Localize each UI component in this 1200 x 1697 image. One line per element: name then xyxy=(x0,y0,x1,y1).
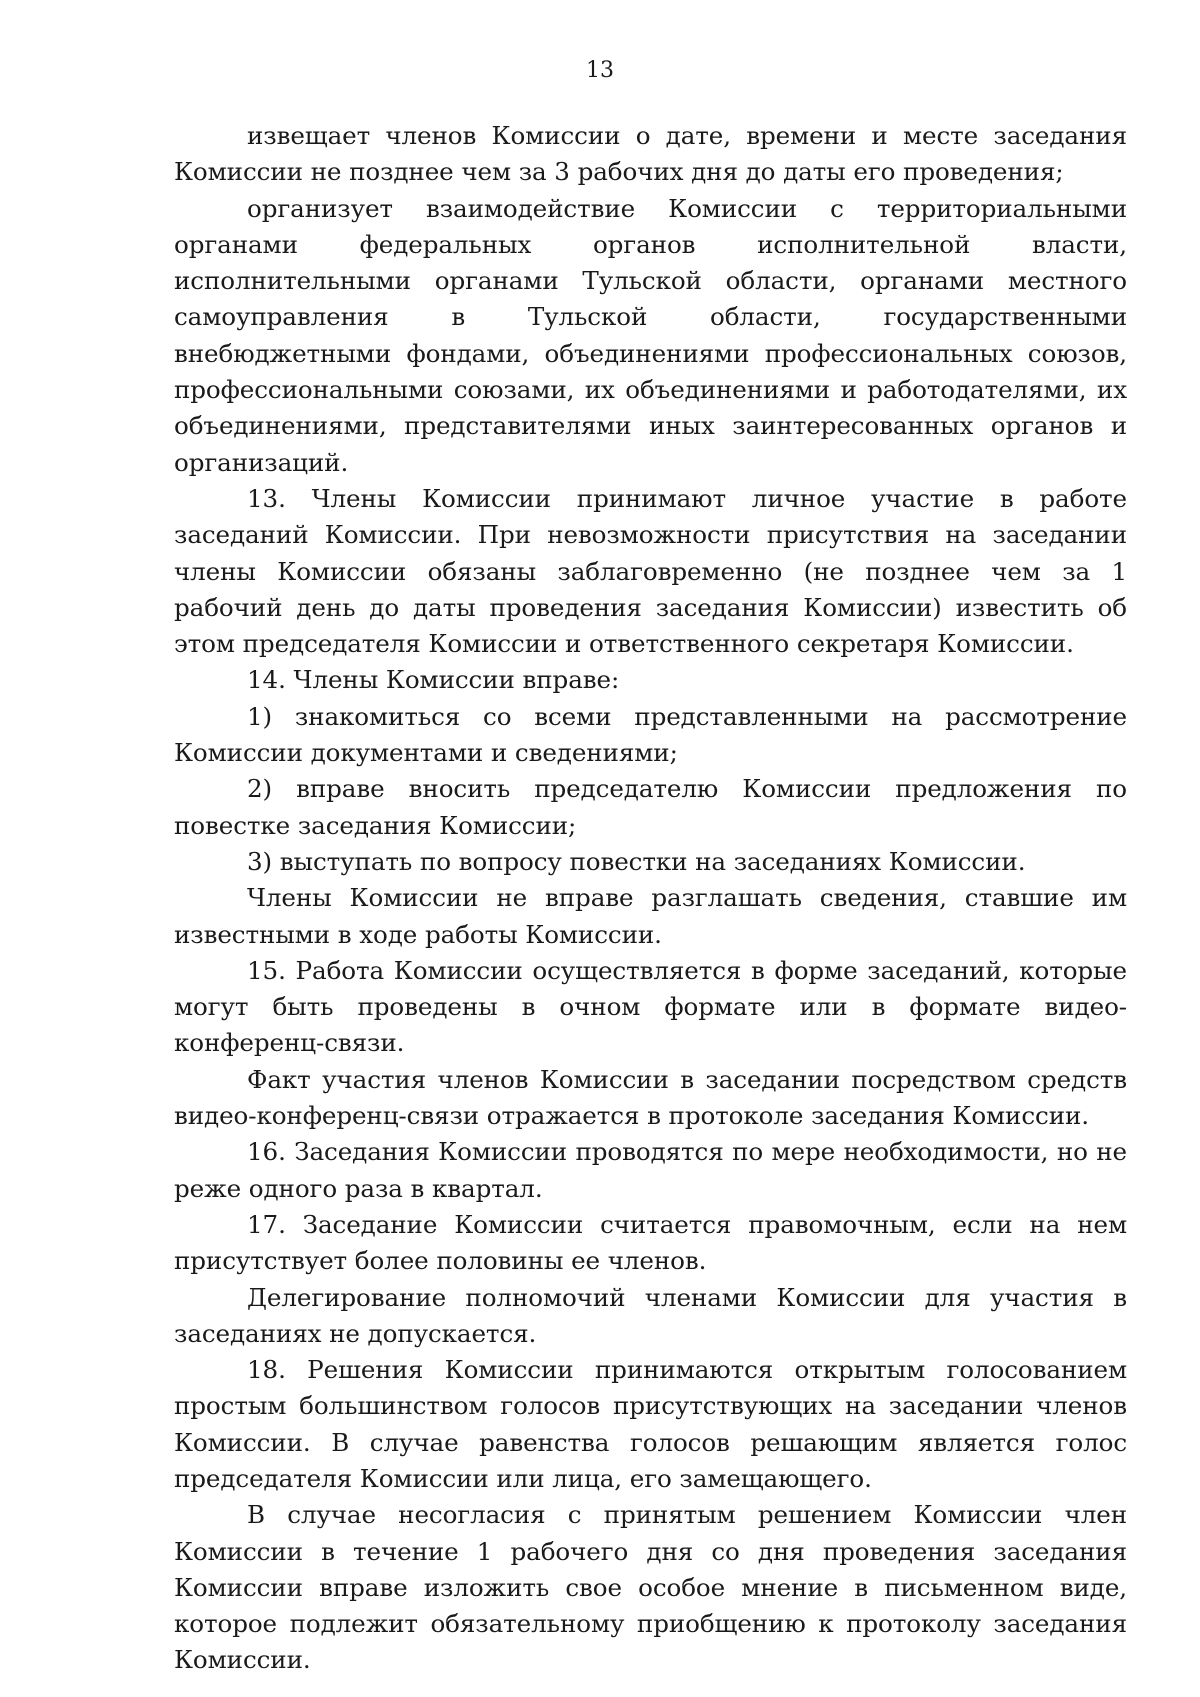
paragraph-18-decisions: 18. Решения Комиссии принимаются открытым голосованием простым большинством голосов присутствующих на заседании членов Комиссии. В случае равенства голосов решающим является голос председателя Комиссии или лица, его замещающего. xyxy=(174,1355,1127,1493)
paragraph-confidentiality: Члены Комиссии не вправе разглашать сведения, ставшие им известными в ходе работы Комиссии. xyxy=(174,883,1127,949)
paragraph-14-item-1: 1) знакомиться со всеми представленными на рассмотрение Комиссии документами и сведениями; xyxy=(174,701,1127,768)
paragraph-17-quorum: 17. Заседание Комиссии считается правомочным, если на нем присутствует более половины ее членов. xyxy=(174,1209,1127,1276)
paragraph-15-meeting-format: 15. Работа Комиссии осуществляется в форме заседаний, которые могут быть проведены в очном формате или в формате видео-конференц-связи. xyxy=(174,955,1127,1058)
page-number: 13 xyxy=(586,58,614,83)
paragraph-14-member-rights: 14. Члены Комиссии вправе: xyxy=(247,665,620,695)
paragraph-no-delegation: Делегирование полномочий членами Комиссии для участия в заседаниях не допускается. xyxy=(174,1282,1127,1348)
paragraph-dissenting-opinion: В случае несогласия с принятым решением Комиссии член Комиссии в течение 1 рабочего дня со дня проведения заседания Комиссии вправе изложить свое особое мнение в письменном виде, которое подлежит обязательному приобщению к протоколу заседания Комиссии. xyxy=(174,1500,1127,1675)
paragraph-13-personal-participation: 13. Члены Комиссии принимают личное участие в работе заседаний Комиссии. При невозможности присутствия на заседании члены Комиссии обязаны заблаговременно (не позднее чем за 1 рабочий день до даты проведения заседания Комиссии) известить об этом председателя Комиссии и ответственного секретаря Комиссии. xyxy=(174,483,1127,659)
paragraph-organize-interaction: организует взаимодействие Комиссии с территориальными органами федеральных органов исполнительной власти, исполнительными органами Тульской области, органами местного самоуправления в Тульской области, государственными внебюджетными фондами, объединениями профессиональных союзов, профессиональными союзами, их объединениями и работодателями, их объединениями, представителями иных заинтересованных органов и организаций. xyxy=(174,193,1127,477)
document-body xyxy=(174,118,1127,1679)
paragraph-16-meeting-frequency: 16. Заседания Комиссии проводятся по мере необходимости, но не реже одного раза в квартал. xyxy=(174,1137,1127,1203)
paragraph-notify-members: извещает членов Комиссии о дате, времени и месте заседания Комиссии не позднее чем за 3 рабочих дня до даты его проведения; xyxy=(174,121,1127,187)
paragraph-14-item-2: 2) вправе вносить председателю Комиссии предложения по повестке заседания Комиссии; xyxy=(174,774,1127,840)
paragraph-14-item-3: 3) выступать по вопросу повестки на заседаниях Комиссии. xyxy=(247,846,1026,876)
paragraph-video-participation: Факт участия членов Комиссии в заседании посредством средств видео-конференц-связи отражается в протоколе заседания Комиссии. xyxy=(174,1064,1127,1131)
